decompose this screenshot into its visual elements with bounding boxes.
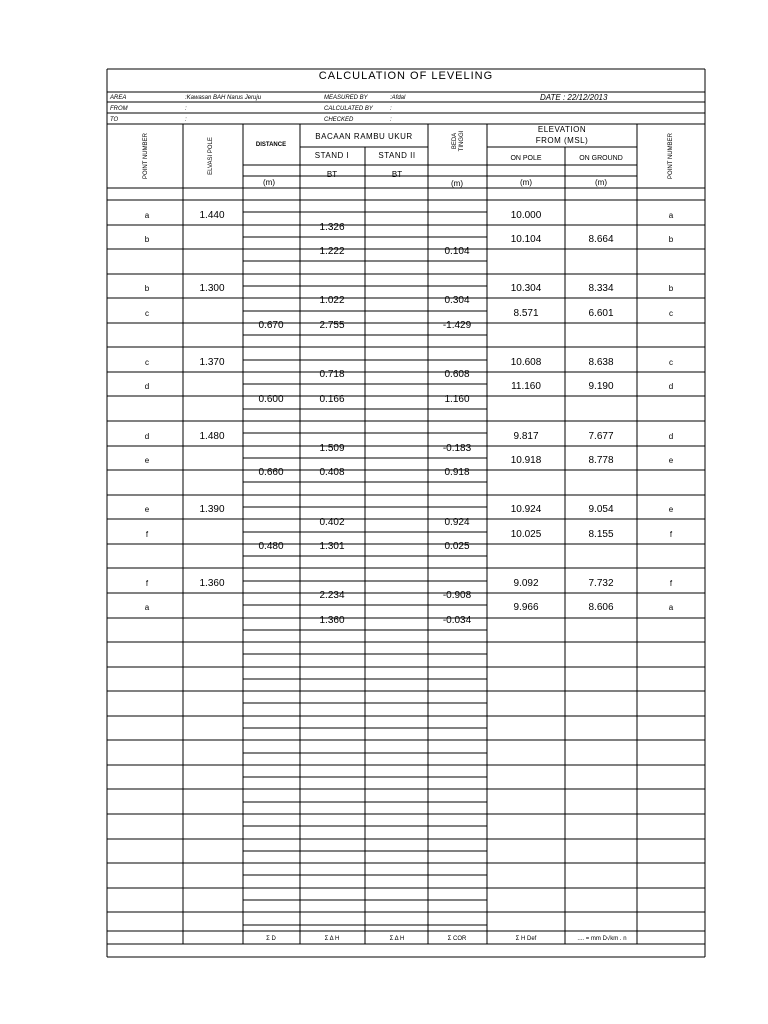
- cell-dist: 0.660: [258, 467, 284, 478]
- elevation-from-msl-header: FROM (MSL): [535, 136, 589, 145]
- cell-pole: 1.480: [199, 431, 225, 442]
- cell-onpole: 11.160: [511, 381, 541, 392]
- elvasi-pole-header: ELVASI POLE: [208, 137, 214, 175]
- tolerance-formula: .... = mm D√km . n: [577, 936, 627, 942]
- cell-pole: 1.370: [199, 357, 225, 368]
- cell-point: a: [144, 211, 150, 220]
- cell-onground: 8.638: [588, 357, 614, 368]
- cell-onpole: 10.608: [510, 357, 542, 368]
- sum-delta-h-stand1: Σ Δ H: [324, 936, 340, 942]
- sum-h-def: Σ H Def: [515, 936, 537, 942]
- bacaan-rambu-ukur-header: BACAAN RAMBU UKUR: [315, 132, 413, 141]
- summary-row: [107, 931, 705, 944]
- cell-beda: -0.908: [442, 590, 472, 601]
- distance-unit: (m): [263, 178, 275, 187]
- cell-s1: 1.301: [319, 541, 345, 552]
- elevation-header: ELEVATION: [537, 125, 587, 134]
- cell-s1: 0.408: [319, 467, 345, 478]
- cell-dist: 0.670: [258, 320, 284, 331]
- cell-point_r: d: [668, 382, 674, 391]
- to-value: :: [185, 117, 187, 123]
- cell-point_r: c: [669, 309, 673, 318]
- from-label: FROM: [110, 106, 128, 112]
- cell-onpole: 10.924: [510, 504, 542, 515]
- point-number-right-header: POINT NUMBER: [668, 133, 674, 179]
- cell-point_r: a: [668, 603, 674, 612]
- cell-onpole: 9.817: [513, 431, 539, 442]
- sum-correction: Σ COR: [447, 936, 467, 942]
- cell-s1: 2.755: [319, 320, 345, 331]
- beda-unit: (m): [451, 179, 463, 188]
- cell-onground: 9.054: [588, 504, 614, 515]
- on-pole-header: ON POLE: [510, 155, 542, 162]
- cell-point: e: [144, 456, 150, 465]
- area-value: :Kawasan BAH Narus Jeruju: [185, 95, 262, 101]
- cell-onground: 8.664: [588, 234, 614, 245]
- cell-onpole: 9.966: [513, 602, 539, 613]
- stand-1-header: STAND I: [314, 151, 350, 160]
- date-text: DATE : 22/12/2013: [540, 93, 608, 102]
- cell-beda: 0.608: [444, 369, 470, 380]
- cell-beda: 0.924: [444, 517, 470, 528]
- measured-by-label: MEASURED BY: [324, 95, 368, 101]
- cell-point: d: [144, 432, 150, 441]
- tinggi-header: TINGGI: [459, 130, 465, 152]
- cell-point_r: c: [669, 358, 673, 367]
- cell-point_r: e: [668, 456, 674, 465]
- cell-onpole: 8.571: [513, 308, 539, 319]
- cell-onpole: 10.304: [510, 283, 542, 294]
- cell-onground: 9.190: [588, 381, 614, 392]
- cell-s1: 1.360: [319, 615, 345, 626]
- checked-value: :: [390, 117, 392, 123]
- cell-point: c: [145, 358, 149, 367]
- cell-onground: 8.334: [588, 283, 614, 294]
- cell-s1: 1.509: [319, 443, 345, 454]
- cell-s1: 2.234: [319, 590, 345, 601]
- cell-beda: -0.034: [442, 615, 472, 626]
- cell-onground: 7.677: [588, 431, 614, 442]
- cell-dist: 0.600: [258, 394, 284, 405]
- cell-point: d: [144, 382, 150, 391]
- cell-point_r: d: [668, 432, 674, 441]
- on-pole-unit: (m): [520, 178, 532, 187]
- to-label: TO: [110, 117, 119, 123]
- from-value: :: [185, 106, 187, 112]
- cell-onpole: 10.918: [510, 455, 542, 466]
- checked-label: CHECKED: [324, 117, 354, 123]
- cell-pole: 1.440: [199, 210, 225, 221]
- cell-beda: 0.104: [444, 246, 470, 257]
- sheet-frame: [107, 69, 705, 957]
- bt-1-header: BT: [326, 170, 338, 179]
- calculated-by-label: CALCULATED BY: [324, 106, 373, 112]
- cell-onground: 8.778: [588, 455, 614, 466]
- cell-s1: 0.402: [319, 517, 345, 528]
- cell-onground: 7.732: [588, 578, 614, 589]
- cell-dist: 0.480: [258, 541, 284, 552]
- cell-point: e: [144, 505, 150, 514]
- cell-point: a: [144, 603, 150, 612]
- cell-beda: 0.025: [444, 541, 470, 552]
- cell-point: b: [144, 284, 150, 293]
- cell-onground: 8.155: [588, 529, 614, 540]
- calculated-by-value: :: [390, 106, 392, 112]
- cell-beda: 0.304: [444, 295, 470, 306]
- cell-onground: 8.606: [588, 602, 614, 613]
- cell-onpole: 9.092: [513, 578, 539, 589]
- cell-beda: 0.918: [444, 467, 470, 478]
- area-label: AREA: [110, 95, 127, 101]
- on-ground-unit: (m): [595, 178, 607, 187]
- cell-point_r: f: [669, 530, 673, 539]
- cell-point: c: [145, 309, 149, 318]
- cell-onground: 6.601: [588, 308, 614, 319]
- sum-distance: Σ D: [266, 936, 276, 942]
- beda-header: BEDA: [452, 132, 458, 150]
- column-headers: [143, 125, 674, 188]
- cell-pole: 1.360: [199, 578, 225, 589]
- cell-beda: -1.429: [442, 320, 472, 331]
- cell-point_r: b: [668, 284, 674, 293]
- bt-2-header: BT: [391, 170, 403, 179]
- cell-beda: 1.160: [444, 394, 470, 405]
- cell-pole: 1.300: [199, 283, 225, 294]
- header-info: [107, 92, 705, 124]
- cell-beda: -0.183: [442, 443, 472, 454]
- distance-header: DISTANCE: [255, 142, 287, 148]
- cell-point_r: a: [668, 211, 674, 220]
- column-header-grid: [107, 124, 705, 944]
- cell-point: b: [144, 235, 150, 244]
- point-number-header: POINT NUMBER: [143, 133, 149, 179]
- cell-s1: 1.022: [319, 295, 345, 306]
- cell-s1: 1.326: [319, 222, 345, 233]
- cell-s1: 0.166: [319, 394, 345, 405]
- cell-s1: 1.222: [319, 246, 345, 257]
- leveling-table-body: [107, 200, 705, 925]
- cell-onpole: 10.025: [510, 529, 542, 540]
- cell-onpole: 10.000: [510, 210, 542, 221]
- sheet-title: CALCULATION OF LEVELING: [318, 70, 494, 82]
- cell-onpole: 10.104: [510, 234, 542, 245]
- cell-point_r: e: [668, 505, 674, 514]
- stand-2-header: STAND II: [378, 151, 416, 160]
- cell-point: f: [145, 579, 149, 588]
- cell-point_r: b: [668, 235, 674, 244]
- cell-s1: 0.718: [319, 369, 345, 380]
- cell-point: f: [145, 530, 149, 539]
- sum-delta-h-stand2: Σ Δ H: [389, 936, 405, 942]
- measured-by-value: :Afdal: [390, 95, 406, 101]
- cell-point_r: f: [669, 579, 673, 588]
- cell-pole: 1.390: [199, 504, 225, 515]
- on-ground-header: ON GROUND: [579, 155, 623, 162]
